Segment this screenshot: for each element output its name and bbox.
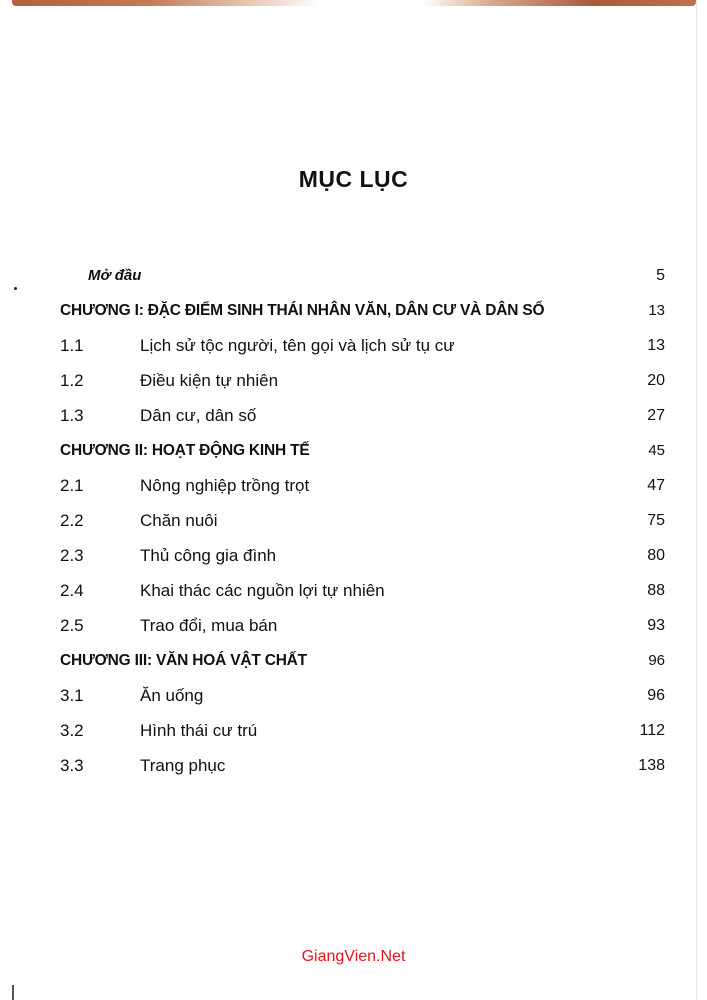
toc-section-label: Dân cư, dân số [140, 405, 257, 425]
toc-chapter-label: CHƯƠNG I: ĐẶC ĐIỂM SINH THÁI NHÂN VĂN, DÂN CƯ VÀ DÂN SỐ [60, 301, 545, 319]
scan-dot-mark [14, 287, 17, 290]
toc-section-page: 27 [647, 406, 665, 424]
toc-chapter-label: CHƯƠNG III: VĂN HOÁ VẬT CHẤT [60, 651, 307, 669]
toc-section-label: Chăn nuôi [140, 510, 218, 530]
toc-section-label: Thủ công gia đình [140, 545, 277, 565]
toc-chapter-3[interactable] [60, 643, 665, 678]
toc-section-page: 20 [647, 371, 665, 389]
toc-section-number: 3.3 [60, 755, 84, 775]
toc-section-3-3[interactable] [60, 748, 665, 783]
toc-section-number: 2.4 [60, 580, 84, 600]
toc-section-2-2[interactable] [60, 503, 665, 538]
page-right-edge [696, 0, 697, 1000]
toc-section-label: Trang phục [140, 755, 226, 775]
toc-section-label: Nông nghiệp trồng trọt [140, 475, 310, 495]
toc-section-number: 3.1 [60, 685, 84, 705]
toc-section-1-1[interactable] [60, 328, 665, 363]
toc-section-label: Khai thác các nguồn lợi tự nhiên [140, 580, 385, 600]
toc-section-page: 112 [639, 721, 665, 739]
toc-chapter-label: CHƯƠNG II: HOẠT ĐỘNG KINH TẾ [60, 441, 310, 459]
toc-chapter-page: 96 [648, 652, 665, 669]
table-of-contents [60, 258, 665, 783]
toc-section-3-2[interactable] [60, 713, 665, 748]
page-title: MỤC LỤC [298, 166, 409, 192]
toc-chapter-2[interactable] [60, 433, 665, 468]
toc-section-page: 75 [647, 511, 665, 529]
toc-chapter-page: 45 [648, 442, 665, 459]
toc-section-page: 93 [647, 616, 665, 634]
toc-section-2-3[interactable] [60, 538, 665, 573]
toc-section-3-1[interactable] [60, 678, 665, 713]
toc-section-page: 138 [638, 756, 665, 774]
toc-section-1-3[interactable] [60, 398, 665, 433]
watermark-link[interactable]: GiangVien.Net [301, 948, 406, 965]
toc-section-page: 80 [647, 546, 665, 564]
toc-section-label: Lịch sử tộc người, tên gọi và lịch sử tụ cư [140, 335, 455, 355]
toc-entry-intro[interactable] [60, 258, 665, 293]
toc-section-1-2[interactable] [60, 363, 665, 398]
toc-entry-label: Mở đầu [88, 267, 142, 284]
toc-section-number: 2.5 [60, 615, 84, 635]
toc-section-number: 2.1 [60, 475, 84, 495]
toc-section-2-1[interactable] [60, 468, 665, 503]
toc-section-number: 2.2 [60, 510, 84, 530]
toc-entry-page: 5 [656, 266, 665, 284]
toc-section-number: 1.3 [60, 405, 84, 425]
page-left-edge-mark [12, 985, 14, 1000]
toc-section-page: 96 [647, 686, 665, 704]
toc-section-number: 1.2 [60, 370, 84, 390]
toc-section-number: 1.1 [60, 335, 84, 355]
toc-chapter-page: 13 [648, 302, 665, 319]
toc-section-page: 88 [647, 581, 665, 599]
toc-chapter-1[interactable] [60, 293, 665, 328]
toc-section-label: Ăn uống [140, 685, 204, 705]
page-top-edge [12, 0, 696, 6]
toc-section-label: Điều kiện tự nhiên [140, 370, 279, 390]
toc-section-2-4[interactable] [60, 573, 665, 608]
toc-section-label: Hình thái cư trú [140, 720, 258, 740]
toc-section-page: 13 [647, 336, 665, 354]
toc-section-number: 2.3 [60, 545, 84, 565]
toc-section-2-5[interactable] [60, 608, 665, 643]
toc-section-label: Trao đổi, mua bán [140, 615, 278, 635]
toc-section-page: 47 [647, 476, 665, 494]
toc-section-number: 3.2 [60, 720, 84, 740]
